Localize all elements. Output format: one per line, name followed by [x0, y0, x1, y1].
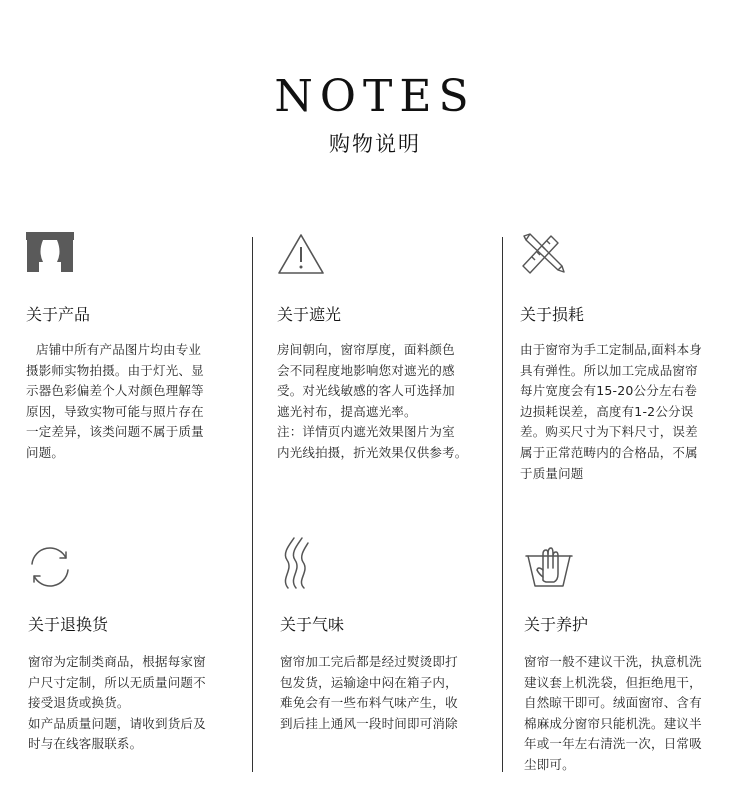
section-title-care: 关于养护 [524, 615, 589, 634]
warning-triangle-icon [276, 232, 326, 276]
column-divider-left [252, 237, 253, 772]
section-body-loss: 由于窗帘为手工定制品,面料本身 具有弹性。所以加工完成品窗帘 每片宽度会有15-20公分左右卷 边损耗误差，高度有1-2公分误 差。购买尺寸为下料尺寸，误差 属于正常范畴内的合格品，不属 于质量问题 [520, 342, 702, 481]
refresh-arrows-icon [26, 544, 74, 590]
page-title: NOTES [274, 71, 476, 122]
section-body-product: 店铺中所有产品图片均由专业 摄影师实物拍摄。由于灯光、显 示器色彩偏差个人对颜色理解等 原因，导致实物可能与照片存在 一定差异，该类问题不属于质量 问题。 [26, 342, 204, 460]
page-subtitle: 购物说明 [329, 132, 421, 156]
smell-wave-icon [280, 534, 316, 590]
section-body-odor: 窗帘加工完后都是经过熨烫即打 包发货，运输途中闷在箱子内， 难免会有一些布料气味产生，收 到后挂上通风一段时间即可消除 [280, 654, 458, 731]
section-body-returns: 窗帘为定制类商品，根据每家窗 户尺寸定制，所以无质量问题不 接受退货或换货。 如产品质量问题，请收到货后及 时与在线客服联系。 [28, 654, 206, 752]
section-body-shading: 房间朝向，窗帘厚度，面料颜色 会不同程度地影响您对遮光的感 受。对光线敏感的客人可选择加 遮光衬布，提高遮光率。 注：详情页内遮光效果图片为室 内光线拍摄，折光效果仅供参考。 [277, 342, 468, 460]
section-title-odor: 关于气味 [280, 615, 345, 634]
section-title-shading: 关于遮光 [277, 305, 342, 324]
ruler-pencil-icon [520, 232, 566, 274]
hand-wash-icon [524, 544, 574, 590]
column-divider-right [502, 237, 503, 772]
section-title-loss: 关于损耗 [520, 305, 585, 324]
section-body-care: 窗帘一般不建议干洗，执意机洗 建议套上机洗袋，但拒绝甩干， 自然晾干即可。绒面窗帘、含有 棉麻成分窗帘只能机洗。建议半 年或一年左右清洗一次，日常吸 尘即可。 [524, 654, 702, 772]
section-title-returns: 关于退换货 [28, 615, 109, 634]
section-title-product: 关于产品 [26, 305, 91, 324]
curtain-icon [26, 232, 74, 274]
